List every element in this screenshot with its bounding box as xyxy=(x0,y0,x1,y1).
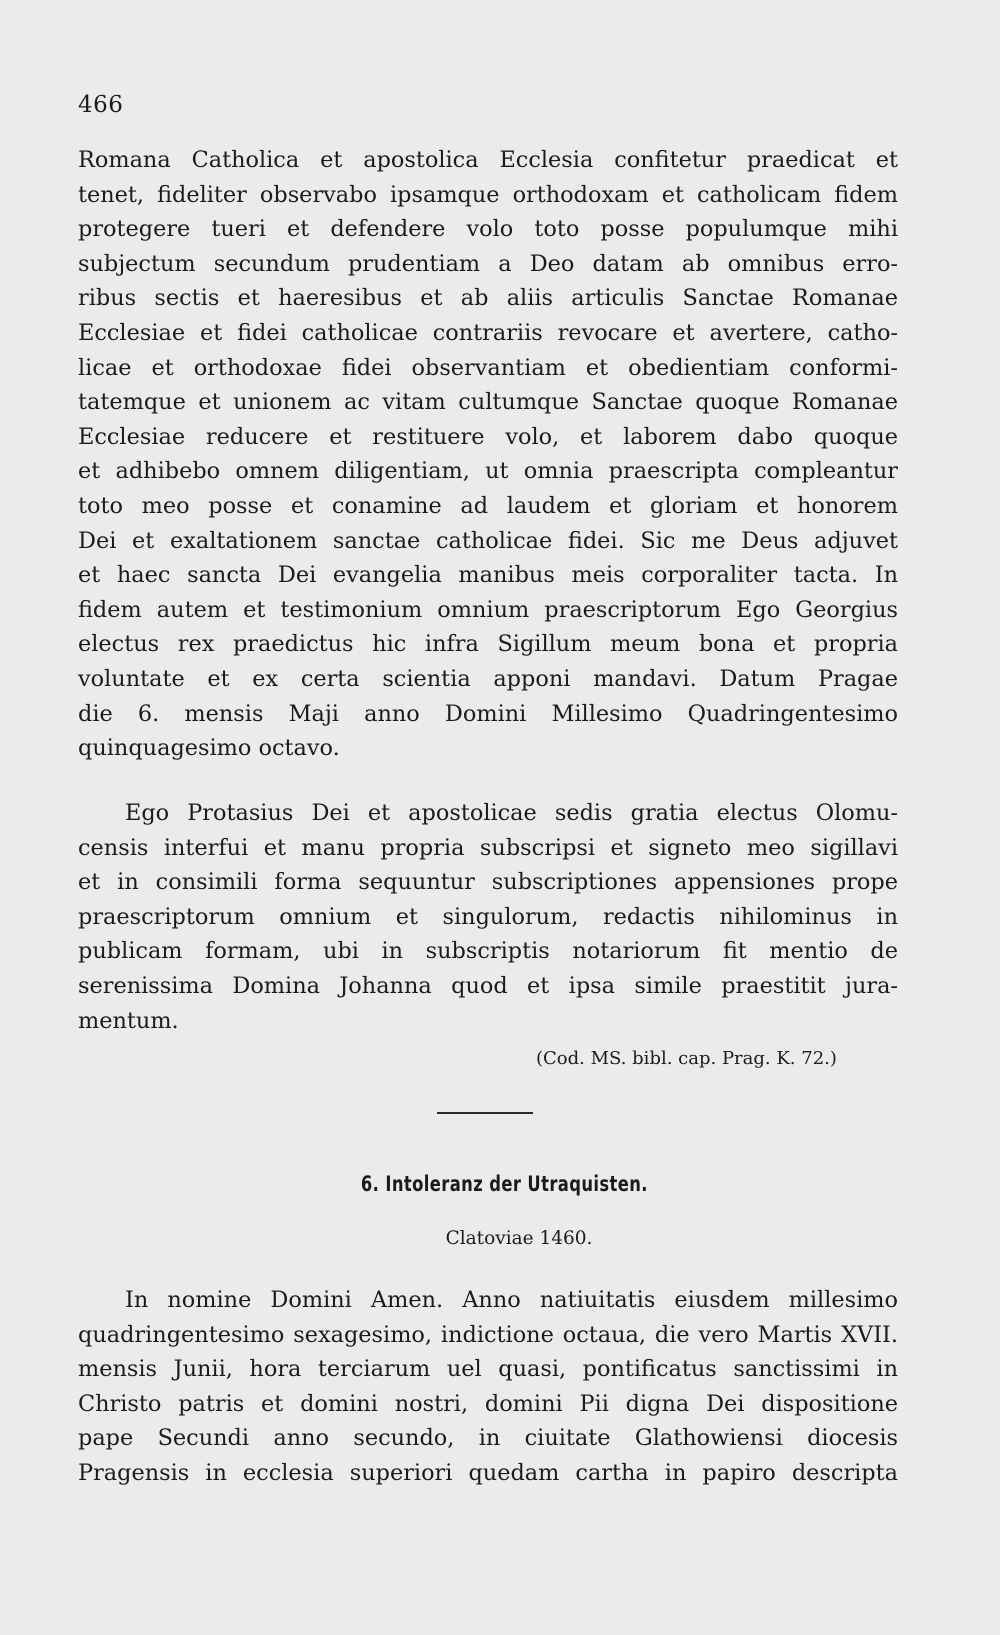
text-line: publicam formam, ubi in subscriptis notariorum fit mentio de xyxy=(78,938,898,965)
text-line: censis interfui et manu propria subscripsi et signeto meo sigillavi xyxy=(78,834,898,861)
text-line: pape Secundi anno secundo, in ciuitate Glathowiensi diocesis xyxy=(78,1425,898,1452)
text-line: fidem autem et testimonium omnium praescriptorum Ego Georgius xyxy=(78,596,898,623)
text-line: Christo patris et domini nostri, domini Pii digna Dei dispositione xyxy=(78,1390,898,1417)
text-line: mensis Junii, hora terciarum uel quasi, pontificatus sanctissimi in xyxy=(78,1356,898,1383)
text-line: mentum. xyxy=(78,1007,179,1034)
section-divider xyxy=(437,1112,533,1114)
text-line: die 6. mensis Maji anno Domini Millesimo Quadringentesimo xyxy=(78,700,898,727)
page-number: 466 xyxy=(78,92,124,118)
section-heading: 6. Intoleranz der Utraquisten. xyxy=(360,1172,648,1196)
text-line: Dei et exaltationem sanctae catholicae fidei. Sic me Deus adjuvet xyxy=(78,527,898,554)
text-line: ribus sectis et haeresibus et ab aliis articulis Sanctae Romanae xyxy=(78,285,898,312)
paragraph-document-start xyxy=(78,1283,898,1491)
text-line: In nomine Domini Amen. Anno natiuitatis eiusdem millesimo xyxy=(125,1287,898,1313)
text-line: protegere tueri et defendere volo toto posse populumque mihi xyxy=(78,216,898,243)
text-line: Ego Protasius Dei et apostolicae sedis gratia electus Olomu- xyxy=(125,800,898,826)
text-line: voluntate et ex certa scientia apponi mandavi. Datum Pragae xyxy=(78,665,898,692)
text-line: et haec sancta Dei evangelia manibus meis corporaliter tacta. In xyxy=(78,562,898,589)
text-line: electus rex praedictus hic infra Sigillum meum bona et propria xyxy=(78,631,898,658)
text-line: praescriptorum omnium et singulorum, redactis nihilominus in xyxy=(78,903,898,930)
text-line: serenissima Domina Johanna quod et ipsa simile praestitit jura- xyxy=(78,972,898,999)
place-date-line: Clatoviae 1460. xyxy=(445,1228,593,1249)
paragraph-protasius xyxy=(78,796,898,1038)
text-line: tenet, fideliter observabo ipsamque orthodoxam et catholicam fidem xyxy=(78,181,898,208)
text-line: quadringentesimo sexagesimo, indictione octaua, die vero Martis XVII. xyxy=(78,1321,898,1348)
text-line: Ecclesiae et fidei catholicae contrariis revocare et avertere, catho- xyxy=(78,319,898,346)
text-line: et in consimili forma sequuntur subscriptiones appensiones prope xyxy=(78,869,898,896)
text-line: tatemque et unionem ac vitam cultumque Sanctae quoque Romanae xyxy=(78,389,898,416)
source-citation: (Cod. MS. bibl. cap. Prag. K. 72.) xyxy=(536,1048,837,1069)
text-line: toto meo posse et conamine ad laudem et gloriam et honorem xyxy=(78,492,898,519)
text-line: Romana Catholica et apostolica Ecclesia confitetur praedicat et xyxy=(78,147,898,173)
text-line: Pragensis in ecclesia superiori quedam cartha in papiro descripta xyxy=(78,1459,898,1486)
text-line: et adhibebo omnem diligentiam, ut omnia praescripta compleantur xyxy=(78,458,898,485)
paragraph-oath-text xyxy=(78,143,898,766)
text-line: licae et orthodoxae fidei observantiam et obedientiam conformi- xyxy=(78,354,898,381)
text-line: quinquagesimo octavo. xyxy=(78,735,340,762)
text-line: subjectum secundum prudentiam a Deo datam ab omnibus erro- xyxy=(78,250,898,277)
text-line: Ecclesiae reducere et restituere volo, et laborem dabo quoque xyxy=(78,423,898,450)
